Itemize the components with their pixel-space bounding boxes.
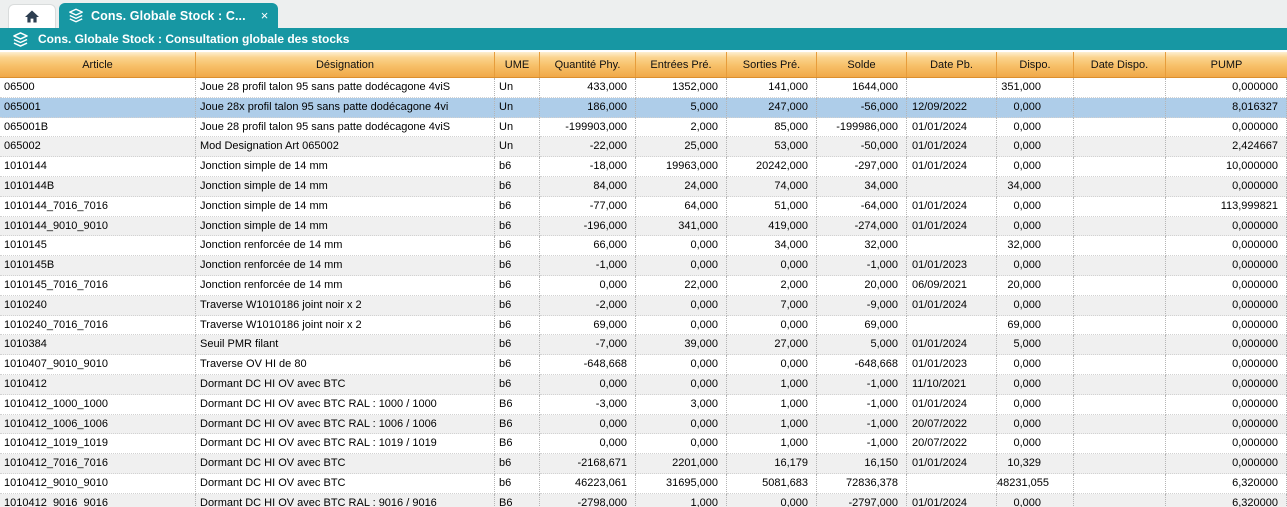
cell-pump[interactable]: 6,320000 [1166,474,1287,494]
cell-qte_phy[interactable]: -2798,000 [540,494,636,507]
cell-article[interactable]: 1010412_9010_9010 [0,474,196,494]
cell-article[interactable]: 1010144_7016_7016 [0,197,196,217]
cell-qte_phy[interactable]: -196,000 [540,217,636,237]
cell-solde[interactable]: -64,000 [817,197,907,217]
cell-solde[interactable]: 16,150 [817,454,907,474]
cell-date_pb[interactable] [907,177,997,197]
cell-designation[interactable]: Jonction simple de 14 mm [196,157,495,177]
cell-sorties_pre[interactable]: 247,000 [727,98,817,118]
cell-qte_phy[interactable]: 66,000 [540,236,636,256]
column-header-date_dispo[interactable]: Date Dispo. [1074,52,1166,77]
cell-designation[interactable]: Dormant DC HI OV avec BTC [196,474,495,494]
column-header-article[interactable]: Article [0,52,196,77]
cell-pump[interactable]: 0,000000 [1166,78,1287,98]
cell-qte_phy[interactable]: 186,000 [540,98,636,118]
cell-designation[interactable]: Traverse OV HI de 80 [196,355,495,375]
cell-date_pb[interactable]: 01/01/2024 [907,335,997,355]
cell-solde[interactable]: -56,000 [817,98,907,118]
cell-pump[interactable]: 0,000000 [1166,415,1287,435]
table-row[interactable] [0,256,1287,276]
cell-pump[interactable]: 0,000000 [1166,335,1287,355]
cell-solde[interactable]: 72836,378 [817,474,907,494]
stock-table [0,52,1287,507]
cell-qte_phy[interactable]: -2,000 [540,296,636,316]
cell-article[interactable]: 1010412_1000_1000 [0,395,196,415]
table-row[interactable] [0,335,1287,355]
cell-pump[interactable]: 0,000000 [1166,355,1287,375]
cell-designation[interactable]: Dormant DC HI OV avec BTC [196,454,495,474]
cell-sorties_pre[interactable]: 27,000 [727,335,817,355]
cell-dispo[interactable]: 10,329 [997,454,1074,474]
table-row[interactable] [0,78,1287,98]
cell-dispo[interactable]: 0,000 [997,375,1074,395]
column-header-entrees_pre[interactable]: Entrées Pré. [636,52,727,77]
cell-entrees_pre[interactable]: 1,000 [636,494,727,507]
table-row[interactable] [0,177,1287,197]
cell-article[interactable]: 1010384 [0,335,196,355]
cell-dispo[interactable]: 351,000 [997,78,1074,98]
cell-pump[interactable]: 0,000000 [1166,316,1287,336]
cell-solde[interactable]: -50,000 [817,137,907,157]
cell-solde[interactable]: -9,000 [817,296,907,316]
cell-qte_phy[interactable]: -7,000 [540,335,636,355]
cell-ume[interactable]: b6 [495,157,540,177]
cell-ume[interactable]: Un [495,98,540,118]
cell-sorties_pre[interactable]: 5081,683 [727,474,817,494]
cell-pump[interactable]: 0,000000 [1166,236,1287,256]
cell-sorties_pre[interactable]: 74,000 [727,177,817,197]
cell-pump[interactable]: 10,000000 [1166,157,1287,177]
column-header-date_pb[interactable]: Date Pb. [907,52,997,77]
table-row[interactable] [0,454,1287,474]
cell-entrees_pre[interactable]: 0,000 [636,296,727,316]
cell-entrees_pre[interactable]: 1352,000 [636,78,727,98]
cell-solde[interactable]: 32,000 [817,236,907,256]
cell-sorties_pre[interactable]: 16,179 [727,454,817,474]
cell-date_pb[interactable]: 20/07/2022 [907,415,997,435]
cell-qte_phy[interactable]: 0,000 [540,434,636,454]
cell-date_pb[interactable]: 01/01/2024 [907,395,997,415]
cell-ume[interactable]: b6 [495,296,540,316]
cell-qte_phy[interactable]: -199903,000 [540,118,636,138]
cell-article[interactable]: 1010240_7016_7016 [0,316,196,336]
cell-pump[interactable]: 0,000000 [1166,395,1287,415]
table-header-row [0,52,1287,78]
cell-article[interactable]: 065001B [0,118,196,138]
cell-ume[interactable]: b6 [495,375,540,395]
cell-solde[interactable]: 34,000 [817,177,907,197]
cell-date_dispo[interactable] [1074,157,1166,177]
cell-date_pb[interactable]: 20/07/2022 [907,434,997,454]
table-row[interactable] [0,395,1287,415]
cell-solde[interactable]: -297,000 [817,157,907,177]
cell-date_dispo[interactable] [1074,276,1166,296]
cell-ume[interactable]: b6 [495,256,540,276]
cell-solde[interactable]: 5,000 [817,335,907,355]
tab-label: Cons. Globale Stock : C... [91,8,246,23]
cell-article[interactable]: 1010144 [0,157,196,177]
cell-ume[interactable]: b6 [495,335,540,355]
cell-date_pb[interactable] [907,78,997,98]
cell-article[interactable]: 1010145_7016_7016 [0,276,196,296]
cell-dispo[interactable]: 0,000 [997,157,1074,177]
cell-date_dispo[interactable] [1074,316,1166,336]
cell-dispo[interactable]: 34,000 [997,177,1074,197]
column-header-ume[interactable]: UME [495,52,540,77]
cell-article[interactable]: 1010240 [0,296,196,316]
cell-pump[interactable]: 0,000000 [1166,375,1287,395]
cell-date_pb[interactable]: 12/09/2022 [907,98,997,118]
column-header-dispo[interactable]: Dispo. [997,52,1074,77]
title-bar [0,28,1287,50]
table-row[interactable] [0,355,1287,375]
stock-icon [68,8,84,23]
cell-date_dispo[interactable] [1074,256,1166,276]
cell-entrees_pre[interactable]: 19963,000 [636,157,727,177]
cell-date_pb[interactable]: 01/01/2024 [907,118,997,138]
cell-date_dispo[interactable] [1074,434,1166,454]
cell-dispo[interactable]: 0,000 [997,434,1074,454]
cell-entrees_pre[interactable]: 2201,000 [636,454,727,474]
column-header-solde[interactable]: Solde [817,52,907,77]
cell-qte_phy[interactable]: -648,668 [540,355,636,375]
cell-dispo[interactable]: 0,000 [997,355,1074,375]
cell-sorties_pre[interactable]: 419,000 [727,217,817,237]
column-header-pump[interactable]: PUMP [1210,58,1243,71]
cell-designation[interactable]: Jonction simple de 14 mm [196,197,495,217]
cell-qte_phy[interactable]: -77,000 [540,197,636,217]
cell-article[interactable]: 1010412_7016_7016 [0,454,196,474]
cell-ume[interactable]: B6 [495,494,540,507]
cell-solde[interactable]: -2797,000 [817,494,907,507]
cell-qte_phy[interactable]: -22,000 [540,137,636,157]
cell-date_pb[interactable]: 01/01/2024 [907,494,997,507]
cell-dispo[interactable]: 0,000 [997,98,1074,118]
cell-designation[interactable]: Traverse W1010186 joint noir x 2 [196,296,495,316]
cell-date_pb[interactable]: 01/01/2023 [907,355,997,375]
table-row[interactable] [0,137,1287,157]
cell-article[interactable]: 1010144B [0,177,196,197]
cell-dispo[interactable]: 0,000 [997,415,1074,435]
cell-dispo[interactable]: 32,000 [997,236,1074,256]
cell-sorties_pre[interactable]: 0,000 [727,316,817,336]
cell-article[interactable]: 1010144_9010_9010 [0,217,196,237]
cell-date_pb[interactable] [907,316,997,336]
cell-article[interactable]: 1010407_9010_9010 [0,355,196,375]
cell-solde[interactable]: -648,668 [817,355,907,375]
cell-pump[interactable]: 0,000000 [1166,454,1287,474]
table-row[interactable] [0,434,1287,454]
cell-article[interactable]: 06500 [0,78,196,98]
cell-dispo[interactable]: 0,000 [997,217,1074,237]
cell-entrees_pre[interactable]: 22,000 [636,276,727,296]
cell-sorties_pre[interactable]: 1,000 [727,415,817,435]
cell-date_dispo[interactable] [1074,335,1166,355]
cell-designation[interactable]: Jonction renforcée de 14 mm [196,276,495,296]
cell-date_pb[interactable] [907,236,997,256]
cell-article[interactable]: 1010412_1019_1019 [0,434,196,454]
cell-date_dispo[interactable] [1074,474,1166,494]
cell-solde[interactable]: 20,000 [817,276,907,296]
cell-ume[interactable]: b6 [495,355,540,375]
home-icon [24,9,40,24]
cell-pump[interactable]: 6,320000 [1166,494,1287,507]
cell-entrees_pre[interactable]: 2,000 [636,118,727,138]
cell-date_dispo[interactable] [1074,375,1166,395]
cell-sorties_pre[interactable]: 7,000 [727,296,817,316]
cell-date_dispo[interactable] [1074,217,1166,237]
cell-solde[interactable]: -199986,000 [817,118,907,138]
table-body [0,78,1287,507]
cell-article[interactable]: 065001 [0,98,196,118]
cell-sorties_pre[interactable]: 0,000 [727,256,817,276]
cell-entrees_pre[interactable]: 24,000 [636,177,727,197]
cell-ume[interactable]: b6 [495,276,540,296]
cell-date_dispo[interactable] [1074,98,1166,118]
cell-entrees_pre[interactable]: 5,000 [636,98,727,118]
cell-qte_phy[interactable]: 69,000 [540,316,636,336]
cell-ume[interactable]: Un [495,118,540,138]
cell-date_pb[interactable]: 01/01/2024 [907,217,997,237]
table-row[interactable] [0,98,1287,118]
table-row[interactable] [0,474,1287,494]
cell-date_pb[interactable]: 06/09/2021 [907,276,997,296]
cell-date_dispo[interactable] [1074,197,1166,217]
cell-sorties_pre[interactable]: 53,000 [727,137,817,157]
cell-designation[interactable]: Jonction simple de 14 mm [196,177,495,197]
cell-entrees_pre[interactable]: 64,000 [636,197,727,217]
cell-entrees_pre[interactable]: 0,000 [636,434,727,454]
cell-dispo[interactable]: 0,000 [997,118,1074,138]
cell-sorties_pre[interactable]: 1,000 [727,375,817,395]
cell-ume[interactable]: B6 [495,434,540,454]
cell-article[interactable]: 1010145 [0,236,196,256]
cell-entrees_pre[interactable]: 3,000 [636,395,727,415]
cell-sorties_pre[interactable]: 20242,000 [727,157,817,177]
cell-pump[interactable]: 8,016327 [1166,98,1287,118]
cell-entrees_pre[interactable]: 39,000 [636,335,727,355]
cell-dispo[interactable]: 0,000 [997,494,1074,507]
cell-date_pb[interactable] [907,474,997,494]
cell-designation[interactable]: Joue 28 profil talon 95 sans patte dodécagone 4viS [196,118,495,138]
cell-date_dispo[interactable] [1074,296,1166,316]
cell-designation[interactable]: Jonction renforcée de 14 mm [196,256,495,276]
cell-date_pb[interactable]: 01/01/2024 [907,197,997,217]
cell-sorties_pre[interactable]: 51,000 [727,197,817,217]
cell-dispo[interactable]: 0,000 [997,395,1074,415]
cell-ume[interactable]: b6 [495,177,540,197]
cell-ume[interactable]: b6 [495,217,540,237]
cell-ume[interactable]: Un [495,78,540,98]
cell-entrees_pre[interactable]: 0,000 [636,256,727,276]
cell-date_dispo[interactable] [1074,118,1166,138]
tab-home[interactable] [8,4,56,28]
cell-ume[interactable]: b6 [495,474,540,494]
cell-pump[interactable]: 0,000000 [1166,177,1287,197]
cell-article[interactable]: 065002 [0,137,196,157]
cell-ume[interactable]: B6 [495,415,540,435]
cell-entrees_pre[interactable]: 25,000 [636,137,727,157]
table-row[interactable] [0,118,1287,138]
cell-sorties_pre[interactable]: 34,000 [727,236,817,256]
cell-date_dispo[interactable] [1074,395,1166,415]
page-title: Cons. Globale Stock : Consultation globale des stocks [38,32,350,46]
cell-ume[interactable]: b6 [495,316,540,336]
cell-qte_phy[interactable]: 84,000 [540,177,636,197]
cell-solde[interactable]: -1,000 [817,415,907,435]
tab-bar [0,0,1287,28]
cell-pump[interactable]: 0,000000 [1166,256,1287,276]
cell-entrees_pre[interactable]: 341,000 [636,217,727,237]
stock-icon [12,32,29,47]
cell-date_pb[interactable]: 01/01/2024 [907,454,997,474]
cell-entrees_pre[interactable]: 0,000 [636,316,727,336]
cell-pump[interactable]: 0,000000 [1166,118,1287,138]
cell-ume[interactable]: Un [495,137,540,157]
cell-qte_phy[interactable]: 0,000 [540,415,636,435]
cell-date_pb[interactable]: 01/01/2023 [907,256,997,276]
cell-dispo[interactable]: 20,000 [997,276,1074,296]
cell-designation[interactable]: Seuil PMR filant [196,335,495,355]
cell-solde[interactable]: -1,000 [817,434,907,454]
cell-article[interactable]: 1010145B [0,256,196,276]
cell-entrees_pre[interactable]: 0,000 [636,355,727,375]
cell-ume[interactable]: b6 [495,197,540,217]
cell-ume[interactable]: B6 [495,395,540,415]
cell-solde[interactable]: -1,000 [817,256,907,276]
table-row[interactable] [0,375,1287,395]
table-row[interactable] [0,236,1287,256]
cell-date_pb[interactable]: 01/01/2024 [907,296,997,316]
table-row[interactable] [0,316,1287,336]
table-row[interactable] [0,157,1287,177]
cell-article[interactable]: 1010412_9016_9016 [0,494,196,507]
cell-entrees_pre[interactable]: 0,000 [636,415,727,435]
cell-sorties_pre[interactable]: 1,000 [727,395,817,415]
cell-dispo[interactable]: 0,000 [997,197,1074,217]
cell-date_pb[interactable]: 11/10/2021 [907,375,997,395]
cell-designation[interactable]: Dormant DC HI OV avec BTC RAL : 1000 / 1000 [196,395,495,415]
cell-qte_phy[interactable]: -18,000 [540,157,636,177]
column-header-designation[interactable]: Désignation [196,52,495,77]
cell-pump[interactable]: 0,000000 [1166,276,1287,296]
table-row[interactable] [0,197,1287,217]
cell-date_dispo[interactable] [1074,236,1166,256]
cell-qte_phy[interactable]: -1,000 [540,256,636,276]
cell-solde[interactable]: 69,000 [817,316,907,336]
cell-dispo[interactable]: 0,000 [997,256,1074,276]
cell-designation[interactable]: Joue 28 profil talon 95 sans patte dodécagone 4viS [196,78,495,98]
close-icon[interactable]: × [260,8,269,23]
cell-pump[interactable]: 0,000000 [1166,296,1287,316]
cell-designation[interactable]: Jonction renforcée de 14 mm [196,236,495,256]
column-header-sorties_pre[interactable]: Sorties Pré. [727,52,817,77]
cell-designation[interactable]: Mod Designation Art 065002 [196,137,495,157]
cell-ume[interactable]: b6 [495,454,540,474]
table-row[interactable] [0,276,1287,296]
cell-solde[interactable]: -274,000 [817,217,907,237]
cell-ume[interactable]: b6 [495,236,540,256]
cell-dispo[interactable]: 5,000 [997,335,1074,355]
cell-dispo[interactable]: 0,000 [997,137,1074,157]
cell-date_pb[interactable]: 01/01/2024 [907,157,997,177]
cell-date_dispo[interactable] [1074,78,1166,98]
cell-sorties_pre[interactable]: 2,000 [727,276,817,296]
cell-pump[interactable]: 113,999821 [1166,197,1287,217]
cell-dispo[interactable]: 0,000 [997,296,1074,316]
cell-date_dispo[interactable] [1074,454,1166,474]
cell-qte_phy[interactable]: 433,000 [540,78,636,98]
cell-qte_phy[interactable]: 46223,061 [540,474,636,494]
cell-sorties_pre[interactable]: 0,000 [727,355,817,375]
table-row[interactable] [0,217,1287,237]
cell-designation[interactable]: Dormant DC HI OV avec BTC RAL : 9016 / 9016 [196,494,495,507]
cell-dispo[interactable]: 48231,055 [997,474,1074,494]
cell-designation[interactable]: Dormant DC HI OV avec BTC RAL : 1019 / 1019 [196,434,495,454]
column-header-qte_phy[interactable]: Quantité Phy. [540,52,636,77]
cell-designation[interactable]: Traverse W1010186 joint noir x 2 [196,316,495,336]
cell-date_dispo[interactable] [1074,415,1166,435]
tab-active[interactable] [59,3,278,28]
cell-qte_phy[interactable]: -2168,671 [540,454,636,474]
cell-sorties_pre[interactable]: 85,000 [727,118,817,138]
cell-designation[interactable]: Jonction simple de 14 mm [196,217,495,237]
cell-qte_phy[interactable]: -3,000 [540,395,636,415]
cell-pump[interactable]: 0,000000 [1166,434,1287,454]
cell-qte_phy[interactable]: 0,000 [540,276,636,296]
cell-designation[interactable]: Joue 28x profil talon 95 sans patte dodécagone 4vi [196,98,495,118]
cell-date_dispo[interactable] [1074,177,1166,197]
cell-entrees_pre[interactable]: 31695,000 [636,474,727,494]
cell-article[interactable]: 1010412 [0,375,196,395]
cell-entrees_pre[interactable]: 0,000 [636,236,727,256]
cell-date_dispo[interactable] [1074,137,1166,157]
table-row[interactable] [0,296,1287,316]
cell-pump[interactable]: 2,424667 [1166,137,1287,157]
cell-date_dispo[interactable] [1074,494,1166,507]
cell-sorties_pre[interactable]: 1,000 [727,434,817,454]
cell-qte_phy[interactable]: 0,000 [540,375,636,395]
table-row[interactable] [0,494,1287,507]
cell-entrees_pre[interactable]: 0,000 [636,375,727,395]
cell-designation[interactable]: Dormant DC HI OV avec BTC RAL : 1006 / 1006 [196,415,495,435]
cell-sorties_pre[interactable]: 0,000 [727,494,817,507]
table-row[interactable] [0,415,1287,435]
cell-date_pb[interactable]: 01/01/2024 [907,137,997,157]
cell-pump[interactable]: 0,000000 [1166,217,1287,237]
cell-dispo[interactable]: 69,000 [997,316,1074,336]
cell-solde[interactable]: -1,000 [817,395,907,415]
cell-solde[interactable]: 1644,000 [817,78,907,98]
cell-solde[interactable]: -1,000 [817,375,907,395]
cell-sorties_pre[interactable]: 141,000 [727,78,817,98]
cell-date_dispo[interactable] [1074,355,1166,375]
cell-designation[interactable]: Dormant DC HI OV avec BTC [196,375,495,395]
cell-article[interactable]: 1010412_1006_1006 [0,415,196,435]
